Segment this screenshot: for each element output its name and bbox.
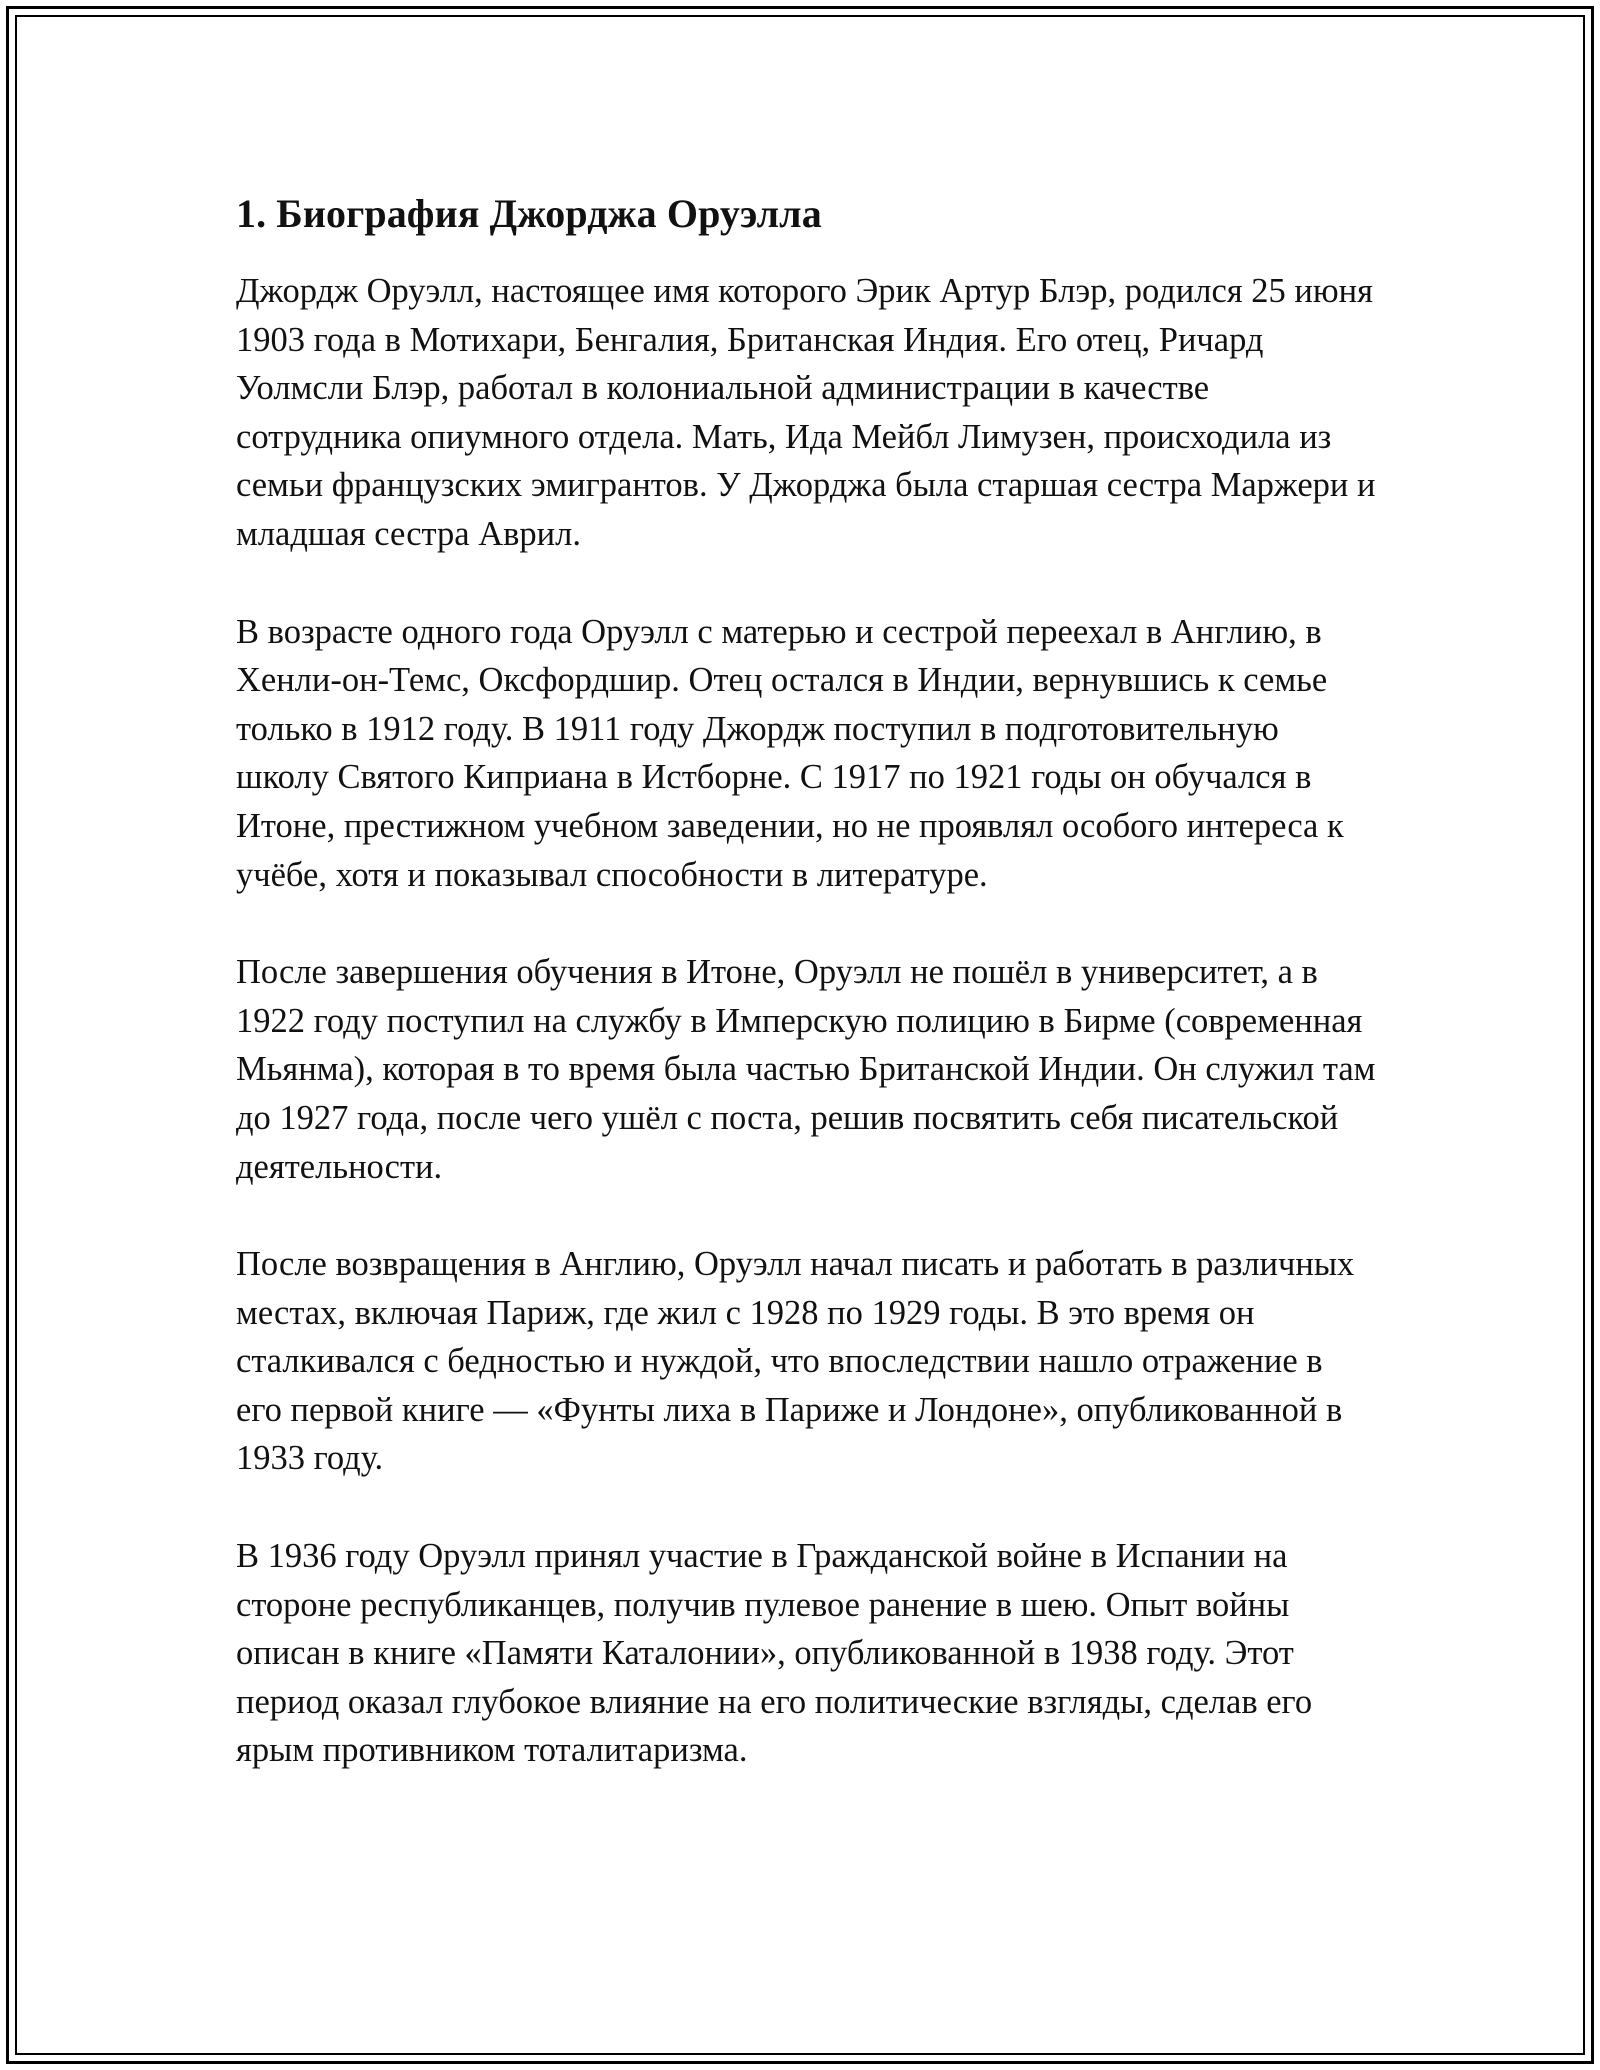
paragraph-early-life: Джордж Оруэлл, настоящее имя которого Эрик Артур Блэр, родился 25 июня 1903 года в Мотихари, Бенгалия, Британская Индия. Его отец, Ричард Уолмсли Блэр, работал в колониальной администрации в качестве сотрудника опиумного отдела. Мать, Ида Мейбл Лимузен, происходила из семьи французских эмигрантов. У Джорджа была старшая сестра Маржери и младшая сестра Аврил.	[236, 272, 1376, 553]
paragraph-spanish-civil-war: В 1936 году Оруэлл принял участие в Гражданской войне в Испании на стороне республиканцев, получив пулевое ранение в шею. Опыт войны описан в книге «Памяти Каталонии», опубликованной в 1938 году. Этот период оказал глубокое влияние на его политические взгляды, сделав его ярым противником тоталитаризма.	[236, 1537, 1313, 1770]
paragraph-burma-service: После завершения обучения в Итоне, Оруэлл не пошёл в университет, а в 1922 году поступил на службу в Имперскую полицию в Бирме (современная Мьянма), которая в то время была частью Британской Индии. Он служил там до 1927 года, после чего ушёл с поста, решив посвятить себя писательской деятельности.	[236, 953, 1376, 1186]
paragraph-paris-london: После возвращения в Англию, Оруэлл начал писать и работать в различных местах, включая Париж, где жил с 1928 по 1929 годы. В это время он сталкивался с бедностью и нуждой, что впоследствии нашло отражение в его первой книге — «Фунты лиха в Париже и Лондоне», опубликованной в 1933 году.	[236, 1245, 1355, 1478]
paragraph-education: В возрасте одного года Оруэлл с матерью и сестрой переехал в Англию, в Хенли-он-Темс, Оксфордшир. Отец остался в Индии, вернувшись к семье только в 1912 году. В 1911 году Джордж поступил в подготовительную школу Святого Киприана в Истборне. С 1917 по 1921 годы он обучался в Итоне, престижном учебном заведении, но не проявлял особого интереса к учёбе, хотя и показывал способности в литературе.	[236, 612, 1344, 894]
document-body	[236, 185, 1376, 1824]
section-heading: 1. Биография Джорджа Оруэлла	[236, 191, 822, 236]
